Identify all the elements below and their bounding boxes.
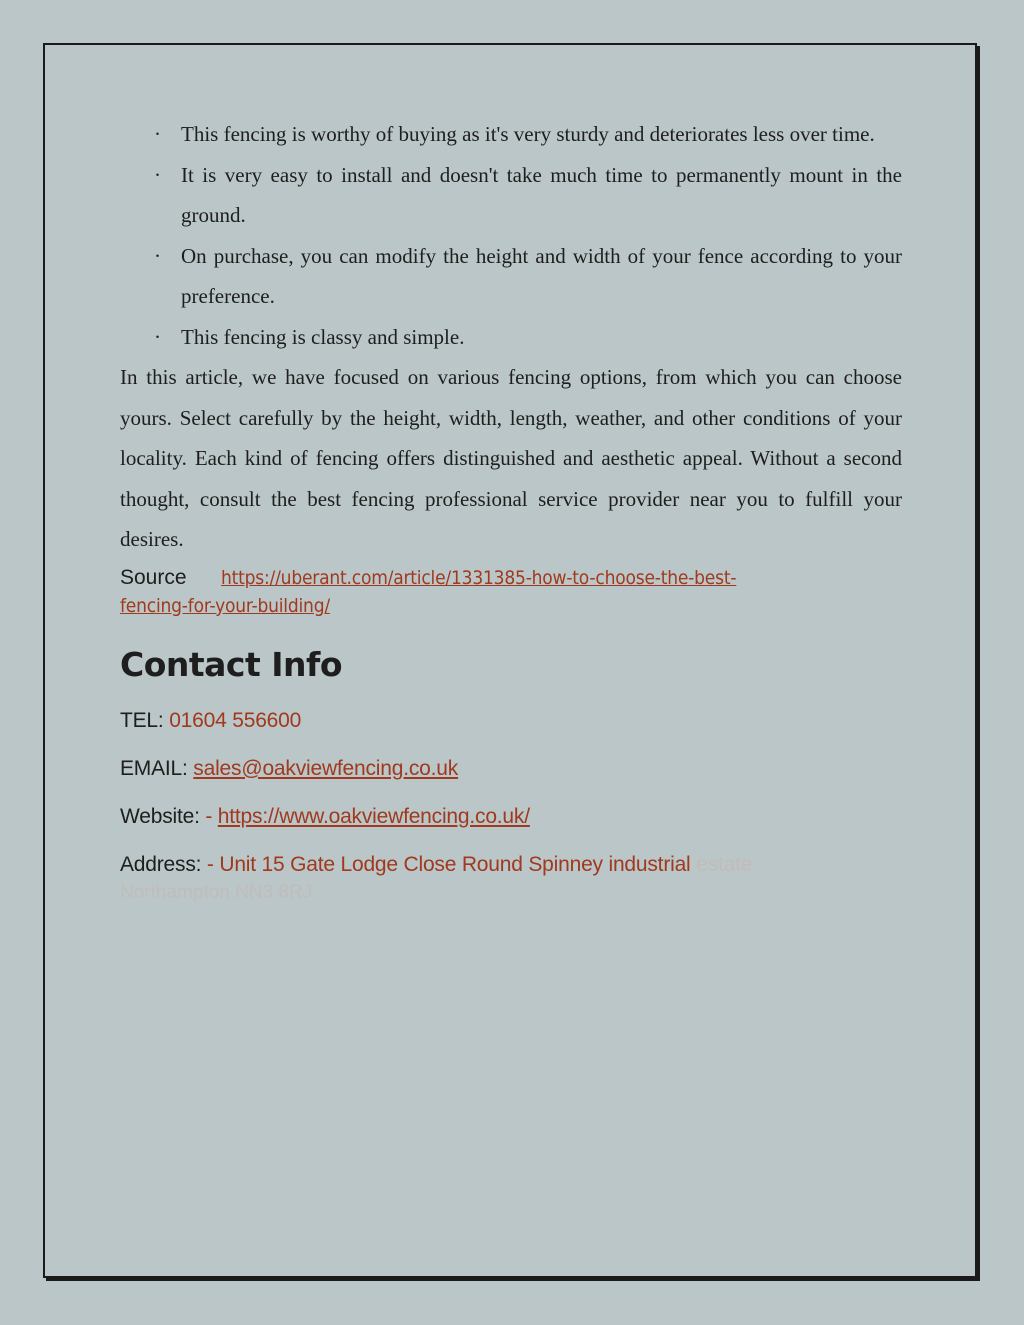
source-link-line1: https://uberant.com/article/1331385-how-to-choose-the-best- xyxy=(221,566,737,589)
summary-paragraph: In this article, we have focused on various fencing options, from which you can choose yours. Select carefully by the height, width, length, weather, and other conditions of your locality. Each kind of fencing offers distinguished and aesthetic appeal. Without a second thought, consult the best fencing professional service provider near you to fulfill your desires. xyxy=(120,365,902,551)
address-value: - Unit 15 Gate Lodge Close Round Spinney industrial xyxy=(206,852,691,876)
list-item xyxy=(120,236,902,317)
list-item-text: This fencing is worthy of buying as it's very sturdy and deteriorates less over time. xyxy=(181,122,875,146)
address-faded-end: estate xyxy=(696,852,753,876)
bullet-icon: · xyxy=(154,324,161,349)
tel-label: TEL: xyxy=(120,708,164,732)
benefits-list xyxy=(120,114,902,357)
email-link[interactable]: sales@oakviewfencing.co.uk xyxy=(193,756,459,780)
source-citation xyxy=(120,564,902,620)
source-label: Source xyxy=(120,565,187,589)
bullet-icon: · xyxy=(154,243,161,268)
list-item xyxy=(120,114,902,155)
address-line2: Northampton NN3 8RJ xyxy=(120,881,313,903)
source-link-line2: fencing-for-your-building/ xyxy=(120,594,330,617)
contact-address xyxy=(120,851,902,878)
email-label: EMAIL: xyxy=(120,756,188,780)
website-prefix: - xyxy=(205,804,213,828)
list-item xyxy=(120,317,902,358)
tel-value[interactable]: 01604 556600 xyxy=(169,708,302,732)
bullet-icon: · xyxy=(154,122,161,146)
list-item-text: It is very easy to install and doesn't take much time to permanently mount in the ground. xyxy=(181,162,902,227)
list-item-text: This fencing is classy and simple. xyxy=(181,324,465,349)
list-item xyxy=(120,155,902,236)
contact-heading: Contact Info xyxy=(120,644,343,684)
list-item-text: On purchase, you can modify the height and width of your fence according to your preference. xyxy=(181,243,902,308)
contact-tel xyxy=(120,707,902,734)
document-content xyxy=(120,114,902,908)
website-link[interactable]: https://www.oakviewfencing.co.uk/ xyxy=(217,804,530,828)
contact-website xyxy=(120,803,902,830)
bullet-icon: · xyxy=(154,162,161,187)
address-label: Address: xyxy=(120,852,202,876)
website-label: Website: xyxy=(120,804,200,828)
contact-email xyxy=(120,755,902,782)
